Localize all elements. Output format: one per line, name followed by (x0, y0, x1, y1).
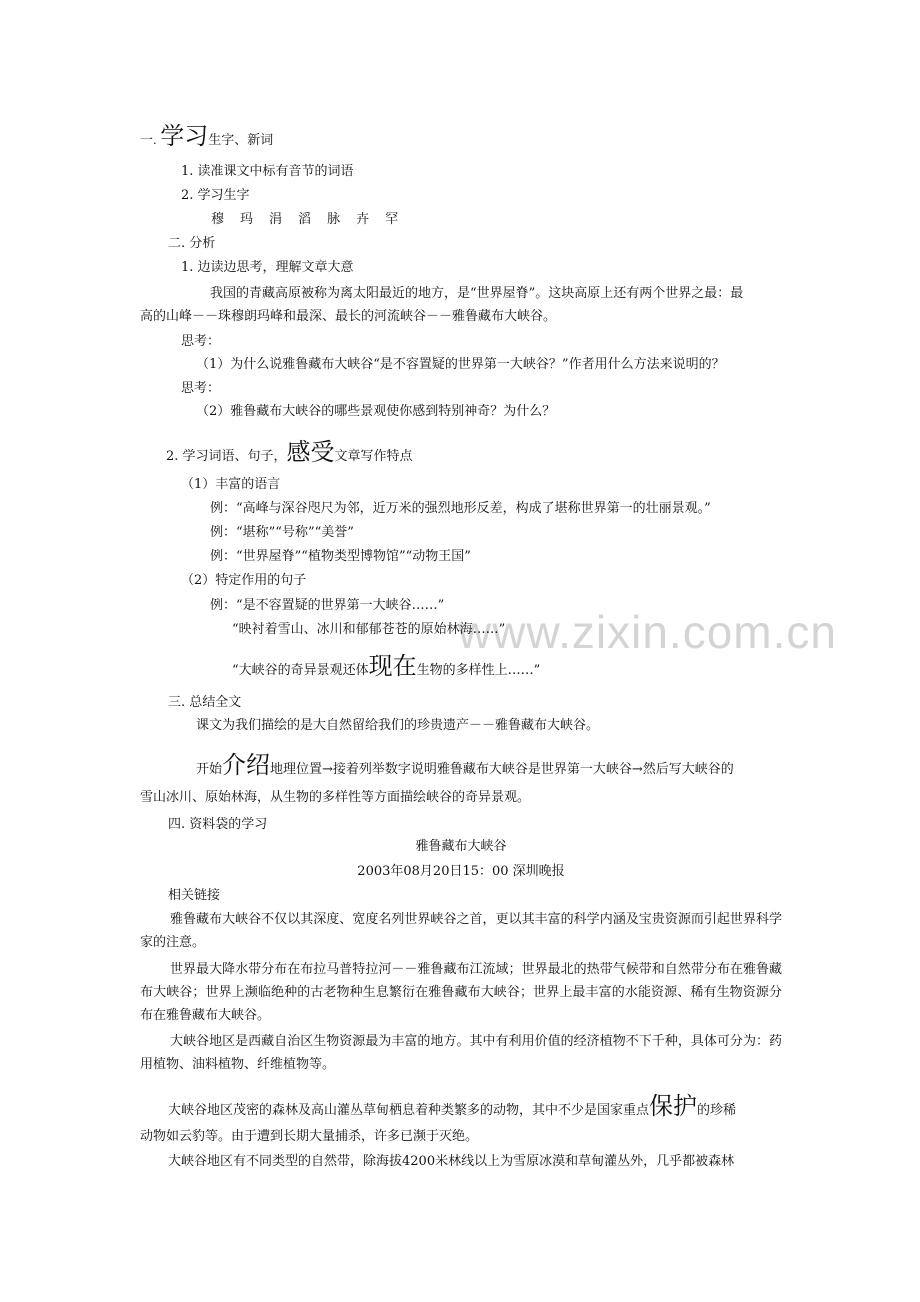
paragraph-line: 高的山峰－－珠穆朗玛峰和最深、最长的河流峡谷－－雅鲁藏布大峡谷。 (140, 309, 557, 324)
rich-language-heading: （1）丰富的语言 (181, 477, 281, 492)
summary-line: 开始介绍地理位置→接着列举数字说明雅鲁藏布大峡谷是世界第一大峡谷→然后写大峡谷的 (196, 751, 734, 779)
section-1-heading: 一. 学习生字、新词 (140, 122, 274, 150)
question-2: （2）雅鲁藏布大峡谷的哪些景观使你感到特别神奇？为什么？ (196, 404, 556, 419)
subsection-heading: 2. 学习词语、句子，感受文章写作特点 (166, 438, 413, 466)
heading-big-text: 现在 (368, 652, 417, 680)
list-item: 1. 读准课文中标有音节的词语 (181, 164, 354, 179)
summary-line: 课文为我们描绘的是大自然留给我们的珍贵遗产－－雅鲁藏布大峡谷。 (196, 718, 600, 733)
question-1: （1）为什么说雅鲁藏布大峡谷“是不容置疑的世界第一大峡谷？”作者用什么方法来说明的？ (196, 357, 725, 372)
article-paragraph: 世界最大降水带分布在布拉马普特拉河－－雅鲁藏布江流域；世界最北的热带气候带和自然带分布在雅鲁藏布大峡谷；世界上濒临绝种的古老物种生息繁衍在雅鲁藏布大峡谷；世界上最丰富的水能资源、稀有生物资源分布在雅鲁藏布大峡谷。 (140, 962, 782, 1023)
example-line: “映衬着雪山、冰川和郁郁苍苍的原始林海……” (232, 622, 506, 637)
article-paragraph: 大峡谷地区是西藏自治区生物资源最为丰富的地方。其中有利用价值的经济植物不下千种，具体可分为：药用植物、油料植物、纤维植物等。 (140, 1034, 782, 1072)
example-line: 例：“世界屋脊”“植物类型博物馆”“动物王国” (210, 549, 471, 564)
example-line: “大峡谷的奇异景观还体现在生物的多样性上……” (232, 652, 541, 680)
think-label: 思考： (181, 381, 221, 396)
article-title: 雅鲁藏布大峡谷 (415, 839, 507, 854)
related-links-label: 相关链接 (168, 888, 221, 903)
section-3-heading: 三. 总结全文 (168, 695, 242, 710)
new-characters: 穆 玛 涓 滔 脉 卉 罕 (211, 212, 399, 227)
example-line: 例：“是不容置疑的世界第一大峡谷……” (210, 598, 445, 613)
example-line: 例：“堪称”“号称”“美誉” (210, 525, 354, 540)
heading-big-text: 学习 (160, 122, 209, 150)
article-paragraph: 大峡谷地区茂密的森林及高山灌丛草甸栖息着种类繁多的动物，其中不少是国家重点保护的珍稀 (168, 1092, 737, 1120)
section-2-heading: 二. 分析 (168, 236, 216, 251)
list-item: 2. 学习生字 (181, 188, 250, 203)
article-paragraph: 雅鲁藏布大峡谷不仅以其深度、宽度名列世界峡谷之首，更以其丰富的科学内涵及宝贵资源而引起世界科学家的注意。 (140, 912, 782, 950)
think-label: 思考： (181, 334, 221, 349)
example-line: 例：“高峰与深谷咫尺为邻，近万米的强烈地形反差，构成了堪称世界第一的壮丽景观。” (210, 501, 711, 516)
paragraph-line: 大峡谷地区有不同类型的自然带，除海拔4200米林线以上为雪原冰漠和草甸灌丛外，几乎都被森林 (168, 1154, 735, 1169)
paragraph-line: 我国的青藏高原被称为离太阳最近的地方，是“世界屋脊”。这块高原上还有两个世界之最：最 (210, 286, 744, 301)
heading-big-text: 介绍 (222, 751, 271, 779)
section-4-heading: 四. 资料袋的学习 (168, 817, 268, 832)
list-item: 1. 边读边思考，理解文章大意 (181, 260, 354, 275)
heading-big-text: 感受 (286, 438, 335, 466)
paragraph-line: 动物如云豹等。由于遭到长期大量捕杀，许多已濒于灭绝。 (140, 1129, 479, 1144)
summary-line: 雪山冰川、原始林海，从生物的多样性等方面描绘峡谷的奇异景观。 (140, 790, 531, 805)
watermark: www.zixin.com.cn (458, 606, 837, 658)
article-date: 2003年08月20日15：00 深圳晚报 (357, 864, 565, 879)
heading-big-text: 保护 (649, 1092, 698, 1120)
special-sentences-heading: （2）特定作用的句子 (181, 573, 307, 588)
